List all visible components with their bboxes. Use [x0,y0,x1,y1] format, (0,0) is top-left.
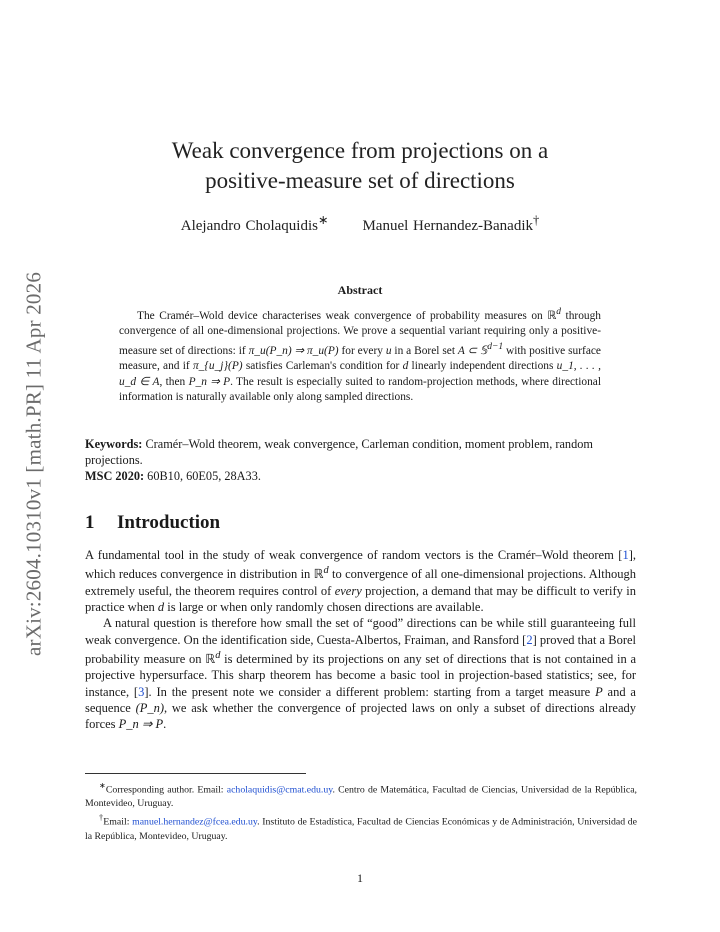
citation-3-link[interactable]: 3 [138,684,145,699]
email-link-cholaquidis[interactable]: acholaquidis@cmat.edu.uy [226,784,333,796]
footnote-2: †Email: manuel.hernandez@fcea.edu.uy. Instituto de Estadística, Facultad de Ciencias Económicas y de Administración, Universidad de la República, Montevideo, Uruguay. [85,813,637,842]
keywords-line: Keywords: Cramér–Wold theorem, weak convergence, Carleman condition, moment problem, random projections. [85,437,593,467]
author-2-mark: † [532,213,540,227]
author-1: Alejandro Cholaquidis [180,218,318,234]
citation-1-link[interactable]: 1 [622,548,629,562]
msc-line: MSC 2020: 60B10, 60E05, 28A33. [85,469,261,483]
footnote-rule [85,773,306,774]
email-link-hernandez[interactable]: manuel.hernandez@fcea.edu.uy [132,816,258,828]
citation-2-link[interactable]: 2 [526,632,533,647]
abstract-heading: Abstract [337,283,383,297]
footnotes [85,779,637,844]
section-heading-introduction: 1 Introduction [85,512,221,533]
title-line-2: positive-measure set of directions [205,168,515,193]
author-list [0,212,720,235]
title-line-1: Weak convergence from projections on a [171,138,549,163]
abstract-paragraph: The Cramér–Wold device characterises weak convergence of probability measures on ℝ$^d$ through convergence of all one-dimensional projections. We prove a sequential variant requiring only a positive-measure set of directions: if π_u(P_n) ⇒ π_u(P) for every u in a Borel set A ⊂ 𝕊$^{d-1}$ with positive surface measure, and if π_{u_j}(P) satisfies Carleman's condition for d linearly independent directions u_1, . . . , u_d ∈ A, then P_n ⇒ P. The result is especially suited to random-projection methods, where directional information is naturally available only along sampled directions. [119,307,601,404]
keywords-block [85,436,637,484]
intro-paragraph-1: A fundamental tool in the study of weak convergence of random vectors is the Cramér–Wold theorem [1], which reduces convergence in distribution in ℝ$^d$ to convergence of all one-dimensional projections. Although extremely useful, the theorem requires control of every projection, a demand that may be difficult to verify in practice when d is large or when only randomly chosen directions are available. [85,548,637,615]
author-1-mark: ∗ [317,213,329,227]
page-number: 1 [357,871,363,885]
arxiv-sidebar-stamp: arXiv:2604.10310v1 [math.PR] 11 Apr 2026 [21,271,46,657]
intro-paragraph-2: A natural question is therefore how small the set of “good” directions can be while still guaranteeing full weak convergence. On the identification side, Cuesta-Albertos, Fraiman, and Ransford [2] proved that a Borel probability measure on ℝ$^d$ is determined by its projections on any set of directions that is not contained in a projective hypersurface. This sharp theorem has become a basic tool in projection-based statistics; see, for instance, [3]. In the present note we consider a different problem: starting from a target measure P and a sequence (P_n), we ask whether the convergence of projected laws on only a subset of directions already forces P_n ⇒ P. [85,616,637,732]
paper-title [0,136,720,196]
abstract-body [119,305,601,406]
footnote-1: ∗Corresponding author. Email: acholaquidis@cmat.edu.uy. Centro de Matemática, Facultad de Ciencias, Universidad de la República, Montevideo, Uruguay. [85,781,638,810]
introduction-body [85,547,636,733]
author-2: Manuel Hernandez-Banadik [362,218,533,234]
